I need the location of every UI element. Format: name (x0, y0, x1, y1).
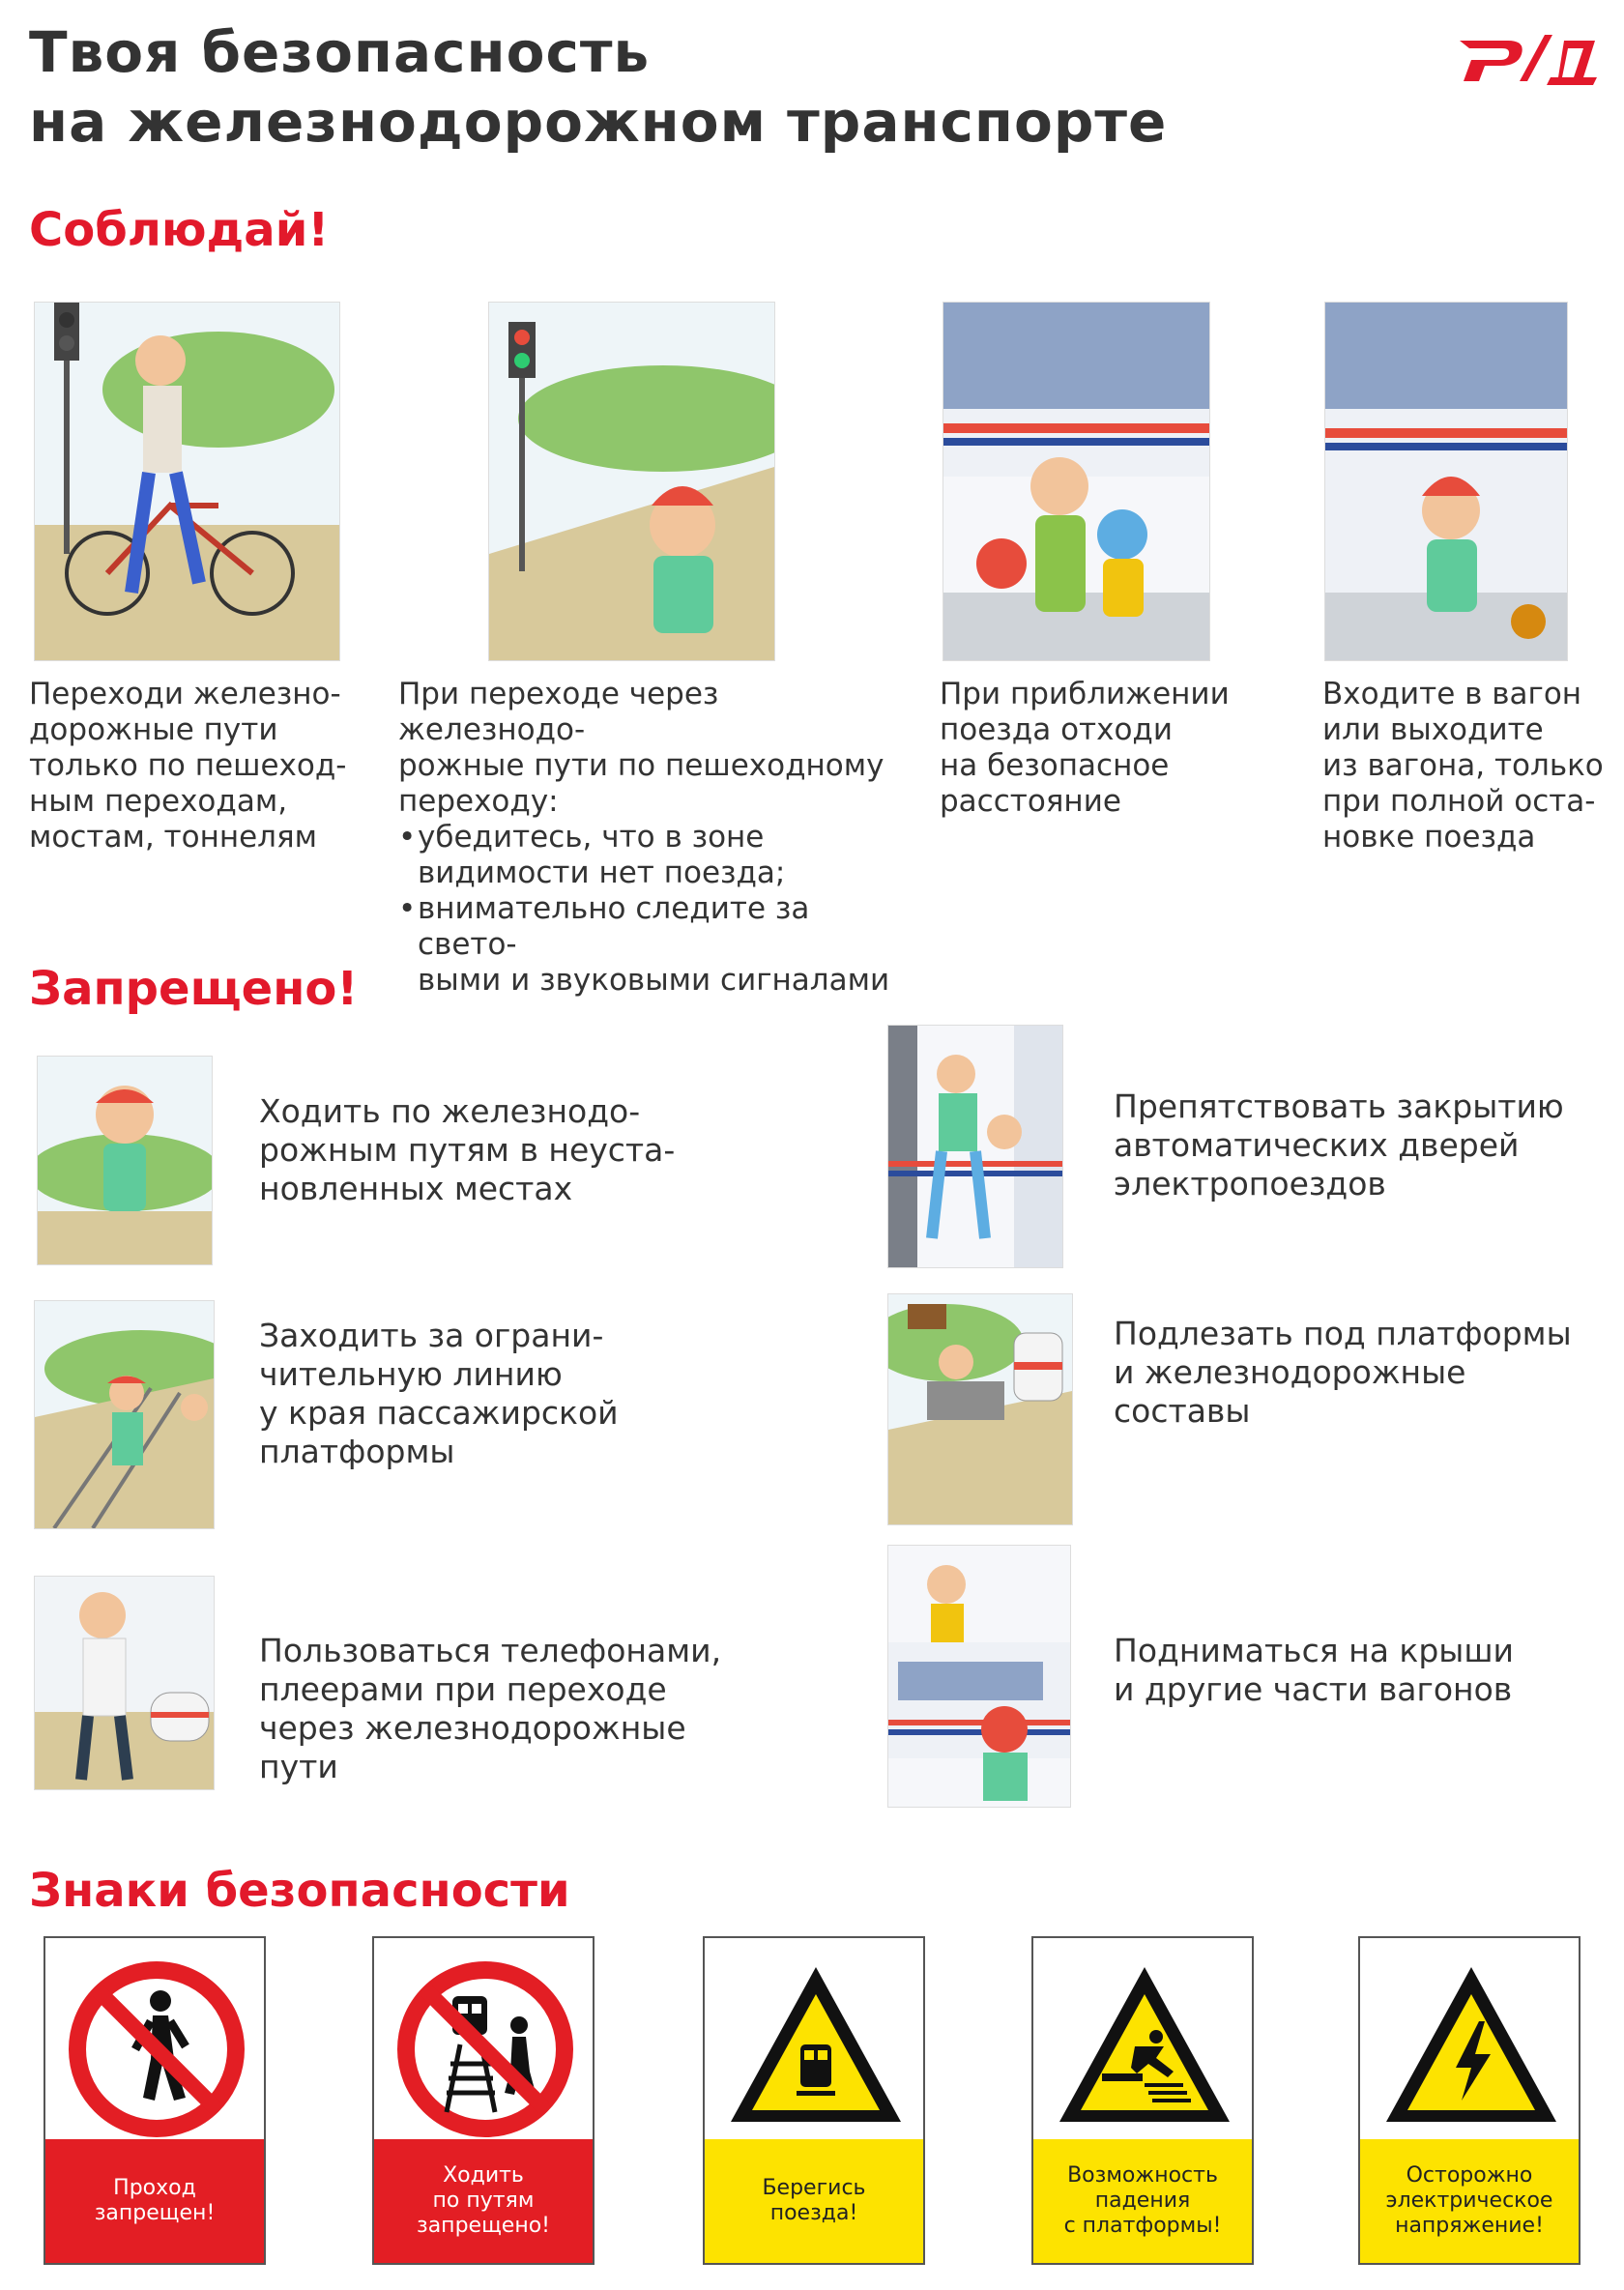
title-line-1: Твоя безопасность (29, 19, 651, 85)
illustration-crawling-under-train (887, 1293, 1073, 1525)
sign-no-walking-tracks (372, 1936, 594, 2265)
illustration-climbing-on-train (887, 1545, 1071, 1808)
bullet-item: • внимательно следите за свето- выми и звуковыми сигналами (418, 891, 901, 999)
forbidden-text-1: Ходить по железнодо- рожным путям в неуста- новленных местах (259, 1092, 676, 1207)
forbidden-heading: Запрещено! (29, 962, 359, 1016)
sign-beware-train (703, 1936, 925, 2265)
illustration-blocking-doors (887, 1025, 1063, 1268)
forbidden-text-5: Пользоваться телефонами, плеерами при переходе через железнодорожные пути (259, 1632, 722, 1785)
poster-title (29, 17, 1167, 157)
rzd-logo (1450, 21, 1605, 89)
observe-caption-2-bullets (398, 820, 901, 999)
sign-label: Берегись поезда! (705, 2139, 923, 2263)
train-warning-icon (719, 1957, 913, 2141)
observe-caption-1: Переходи железно- дорожные пути только по пешеход- ным переходам, мостам, тоннелям (29, 677, 347, 855)
observe-caption-2-intro: При переходе через железнодо- рожные пути по пешеходному переходу: (398, 677, 884, 819)
sign-label: Осторожно электрическое напряжение! (1360, 2139, 1579, 2263)
observe-caption-2 (398, 677, 901, 999)
forbidden-text-3: Заходить за ограни- чительную линию у края пассажирской платформы (259, 1317, 619, 1470)
illustration-walking-on-tracks (37, 1056, 213, 1265)
forbidden-text-2: Препятствовать закрытию автоматических дверей электропоездов (1114, 1087, 1564, 1203)
observe-heading: Соблюдай! (29, 203, 330, 257)
bullet-item: • убедитесь, что в зоне видимости нет поезда; (418, 820, 901, 891)
illustration-phone-on-tracks (34, 1576, 215, 1790)
sign-high-voltage (1358, 1936, 1580, 2265)
sign-label: Проход запрещен! (45, 2139, 264, 2263)
illustration-child-near-train (1324, 302, 1568, 661)
sign-label: Ходить по путям запрещено! (374, 2139, 593, 2263)
illustration-child-at-traffic-light (488, 302, 775, 661)
fall-warning-icon (1048, 1957, 1241, 2141)
title-line-2: на железнодорожном транспорте (29, 89, 1168, 155)
high-voltage-icon (1375, 1957, 1568, 2141)
illustration-crossing-platform-line (34, 1300, 215, 1529)
illustration-cyclist-at-crossing (34, 302, 340, 661)
observe-caption-3: При приближении поезда отходи на безопасное расстояние (940, 677, 1230, 819)
no-walking-tracks-icon (389, 1957, 582, 2141)
sign-no-passage (44, 1936, 266, 2265)
no-pedestrian-icon (60, 1957, 253, 2141)
sign-label: Возможность падения с платформы! (1033, 2139, 1252, 2263)
observe-caption-4: Входите в вагон или выходите из вагона, только при полной оста- новке поезда (1322, 677, 1604, 855)
signs-heading: Знаки безопасности (29, 1864, 570, 1918)
illustration-family-at-platform (942, 302, 1210, 661)
forbidden-text-4: Подлезать под платформы и железнодорожные составы (1114, 1315, 1572, 1430)
forbidden-text-6: Подниматься на крыши и другие части вагонов (1114, 1632, 1514, 1708)
sign-fall-risk (1031, 1936, 1254, 2265)
